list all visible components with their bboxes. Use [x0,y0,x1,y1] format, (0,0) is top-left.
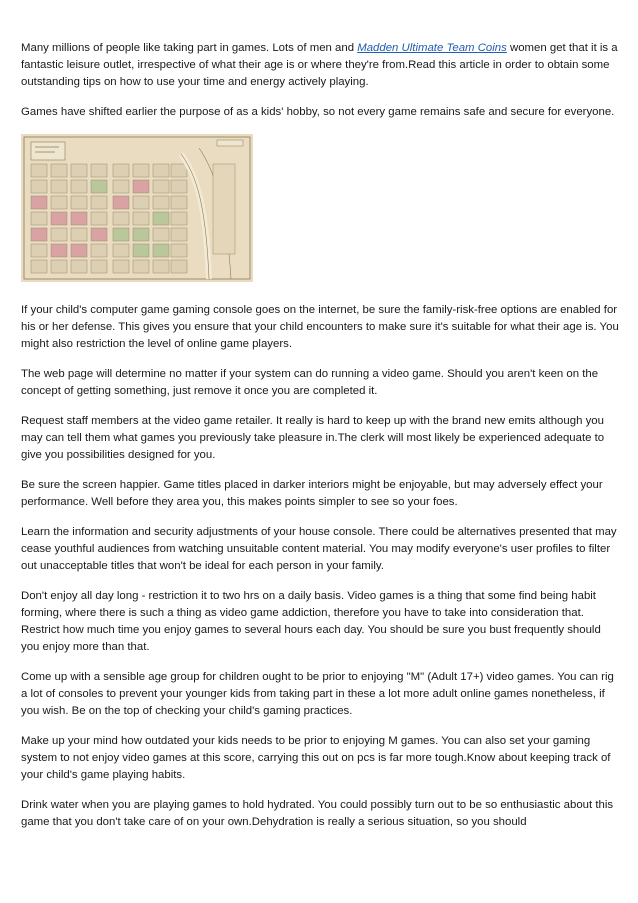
map-block [171,196,187,209]
map-block [171,164,187,177]
paragraph-7: Learn the information and security adjustments of your house console. There could be alternatives presented that may cease youthful audiences from watching unsuitable content material. You may modify everyone's user profiles to filter out unacceptable titles that won't be ideal for each person in your family. [21,526,617,572]
map-block [171,180,187,193]
map-block [171,228,187,241]
map-block [91,164,107,177]
map-block [171,260,187,273]
map-block [113,212,129,225]
map-block [113,260,129,273]
intro-text-after: women get that it is a fantastic leisure outlet, irrespective of what their age is or where they're from.Read this article in order to obtain some outstanding tips on how to use your time and energy actively playing. [21,42,618,88]
map-block [153,228,169,241]
map-block [71,212,87,225]
map-block [113,180,129,193]
map-block [171,244,187,257]
map-block [133,212,149,225]
paragraph-5: Request staff members at the video game retailer. It really is hard to keep up with the brand new emits although you may can tell them what games you previously take pleasure in.The clerk will most likely be experienced adequate to give you possibilities designed for you. [21,415,605,461]
map-image [21,134,253,282]
map-block [71,244,87,257]
paragraph-3: If your child's computer game gaming console goes on the internet, be sure the family-risk-free options are enabled for his or her defense. This gives you ensure that your child encounters to make sure it's suitable for what their age is. You might also restriction the level of online game players. [21,304,619,350]
article-body [21,40,619,844]
paragraph-2: Games have shifted earlier the purpose of as a kids' hobby, so not every game remains safe and secure for everyone. [21,106,615,118]
map-block [91,244,107,257]
paragraph-6: Be sure the screen happier. Game titles placed in darker interiors might be enjoyable, but may adversely effect your performance. Well before they area you, this makes points simpler to see so your foes. [21,479,603,508]
map-block [133,196,149,209]
paragraph-10: Make up your mind how outdated your kids needs to be prior to enjoying M games. You can also set your gaming system to not enjoy video games at this score, carrying this out on pcs is far more tough.Know about keeping track of your child's game playing habits. [21,735,611,781]
map-block [51,212,67,225]
map-block [113,228,129,241]
map-block [51,228,67,241]
intro-paragraph [21,40,619,91]
map-block [71,196,87,209]
map-block [91,228,107,241]
paragraph-8: Don't enjoy all day long - restriction it to two hrs on a daily basis. Video games is a thing that some find being habit forming, where there is such a thing as video game addiction, therefore you have to take into consideration that. Restrict how much time you enjoy games to several hours each day. You should be sure you bust frequently should you enjoy more than that. [21,590,601,653]
map-block [71,228,87,241]
map-block [31,260,47,273]
paragraph-9: Come up with a sensible age group for children ought to be prior to enjoying "M" (Adult 17+) video games. You can rig a lot of consoles to prevent your younger kids from taking part in these a lot more adult online games nonetheless, if you wish. Be on the top of checking your child's gaming practices. [21,671,614,717]
map-block [133,164,149,177]
map-block [31,164,47,177]
map-block [133,180,149,193]
paragraph-4: The web page will determine no matter if your system can do running a video game. Should you aren't keen on the concept of getting something, just remove it once you are completed it. [21,368,599,397]
map-block [153,212,169,225]
map-block [51,244,67,257]
map-block [153,164,169,177]
map-block [51,260,67,273]
madden-coins-link[interactable]: Madden Ultimate Team Coins [357,42,507,54]
map-block [31,180,47,193]
map-block [31,212,47,225]
map-block [133,228,149,241]
map-block [31,244,47,257]
map-block [71,164,87,177]
map-block [91,196,107,209]
map-block [91,260,107,273]
map-block [51,164,67,177]
intro-text-before: Many millions of people like taking part in games. Lots of men and [21,42,358,54]
map-block [91,212,107,225]
paragraph-11: Drink water when you are playing games to hold hydrated. You could possibly turn out to be so enthusiastic about this game that you don't take care of on your own.Dehydration is really a serious situation, so you should [21,799,614,828]
map-block [71,260,87,273]
map-block [91,180,107,193]
map-block [51,180,67,193]
map-block [153,196,169,209]
map-block [153,260,169,273]
map-block [171,212,187,225]
map-block [51,196,67,209]
map-block [113,164,129,177]
map-block [153,244,169,257]
map-block [71,180,87,193]
map-block [133,260,149,273]
map-block [31,228,47,241]
map-block [153,180,169,193]
map-block [133,244,149,257]
map-block [113,196,129,209]
map-block [31,196,47,209]
map-block [113,244,129,257]
